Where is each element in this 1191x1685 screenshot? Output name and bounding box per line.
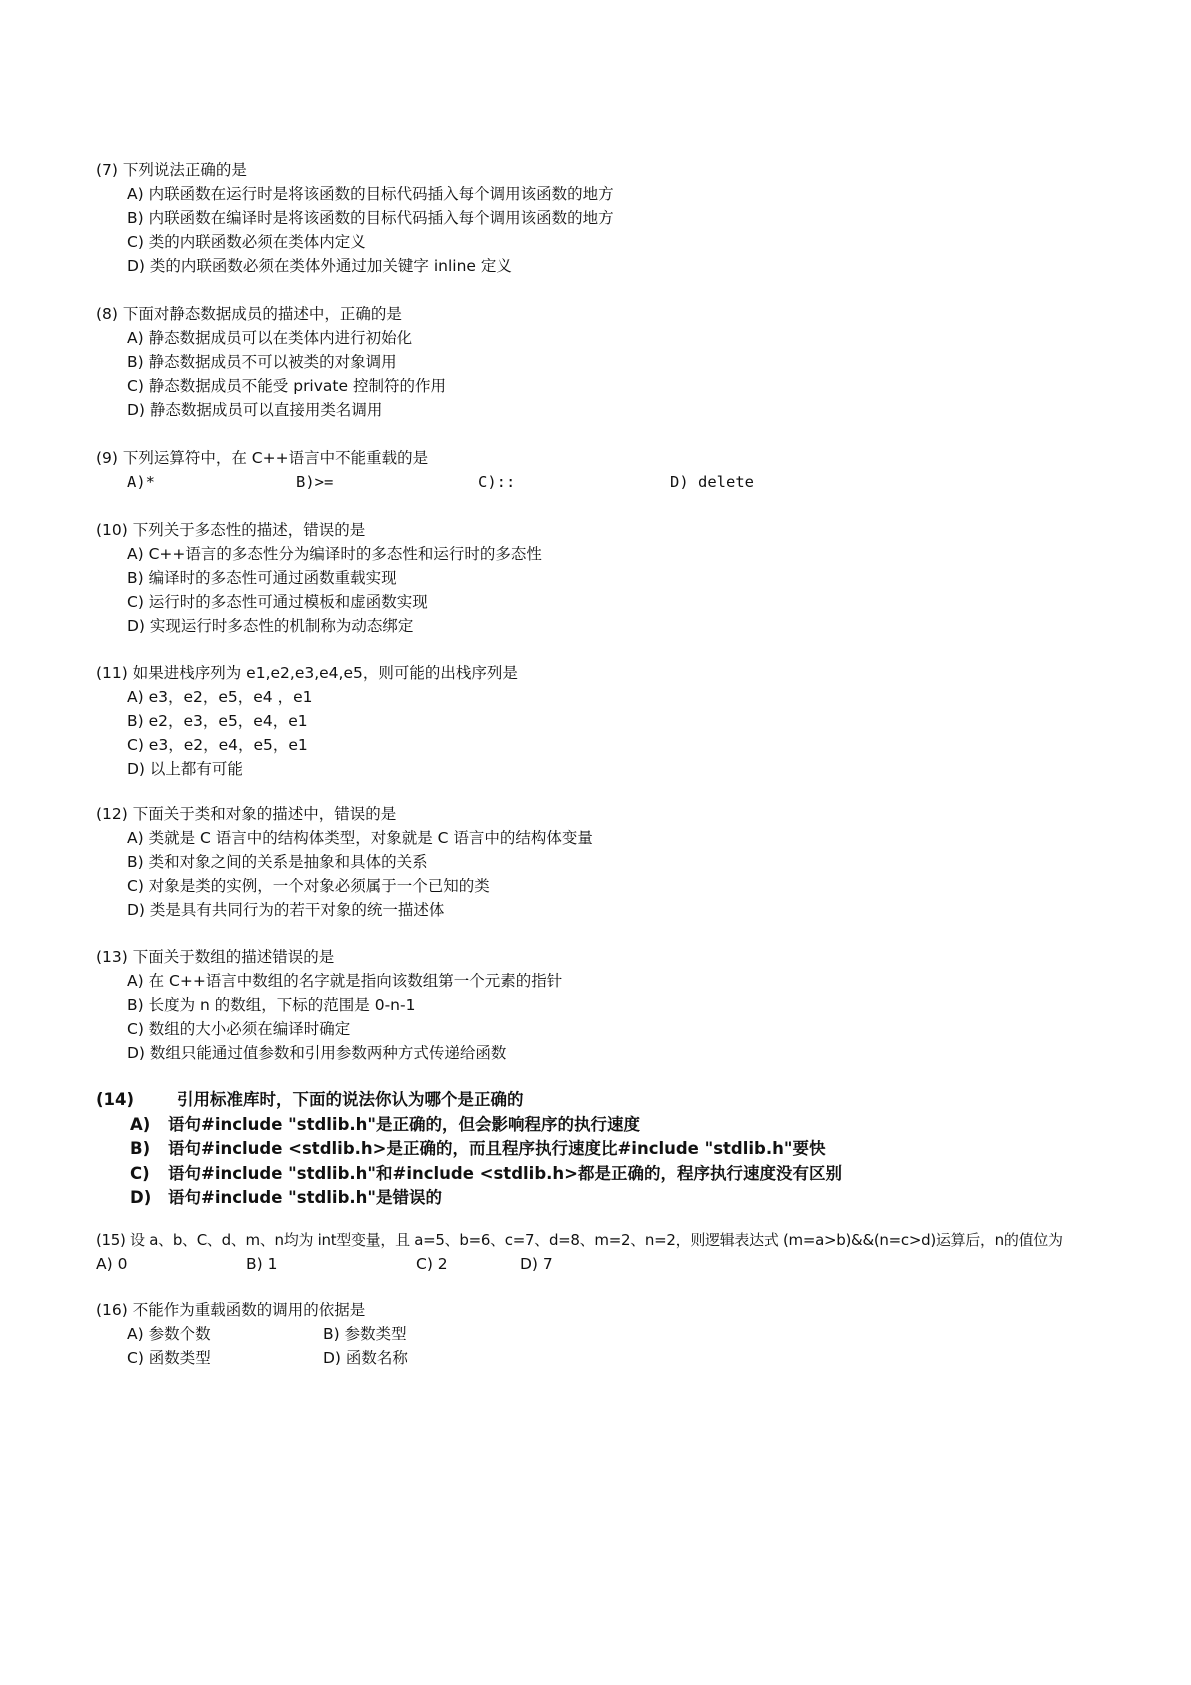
question-stem: (8) 下面对静态数据成员的描述中，正确的是 (96, 305, 402, 323)
question-16 (96, 1298, 1176, 1370)
question-text: 引用标准库时，下面的说法你认为哪个是正确的 (177, 1090, 524, 1109)
option-a: A) e3，e2，e5，e4 ，e1 (127, 688, 313, 706)
question-number: (14) (96, 1090, 135, 1109)
option-b: B) e2，e3，e5，e4，e1 (127, 712, 308, 730)
option-b: B) 参数类型 (323, 1325, 407, 1343)
option-c: C) 函数类型 (127, 1349, 211, 1367)
question-stem: (9) 下列运算符中，在 C++语言中不能重载的是 (96, 449, 429, 467)
option-b: B) 1 (246, 1255, 278, 1273)
option-d: D) 以上都有可能 (127, 760, 243, 778)
question-stem: (13) 下面关于数组的描述错误的是 (96, 948, 335, 966)
question-stem: (12) 下面关于类和对象的描述中，错误的是 (96, 805, 397, 823)
option-a: A) 在 C++语言中数组的名字就是指向该数组第一个元素的指针 (127, 972, 563, 990)
option-b: B) 长度为 n 的数组，下标的范围是 0-n-1 (127, 996, 416, 1014)
option-label: C) (130, 1163, 150, 1183)
question-stem: (11) 如果进栈序列为 e1,e2,e3,e4,e5，则可能的出栈序列是 (96, 664, 518, 682)
option-d: D) 类的内联函数必须在类体外通过加关键字 inline 定义 (127, 257, 512, 275)
options-row (96, 1322, 1176, 1346)
option-c: C) 数组的大小必须在编译时确定 (127, 1020, 351, 1038)
option-b: B) 类和对象之间的关系是抽象和具体的关系 (127, 853, 428, 871)
question-13 (96, 945, 1176, 1065)
option-d (96, 1186, 1176, 1211)
option-c: C) e3，e2，e4，e5，e1 (127, 736, 308, 754)
question-8 (96, 302, 1176, 422)
option-d: D) 实现运行时多态性的机制称为动态绑定 (127, 617, 414, 635)
question-11 (96, 661, 1176, 781)
option-c: C) 类的内联函数必须在类体内定义 (127, 233, 366, 251)
option-a: A) C++语言的多态性分为编译时的多态性和运行时的多态性 (127, 545, 542, 563)
question-10 (96, 518, 1176, 638)
question-stem: (16) 不能作为重载函数的调用的依据是 (96, 1301, 366, 1319)
option-a: A) 0 (96, 1255, 128, 1273)
option-c: C) 运行时的多态性可通过模板和虚函数实现 (127, 593, 428, 611)
option-c: C):: (478, 473, 516, 491)
question-stem: (7) 下列说法正确的是 (96, 161, 247, 179)
option-b (96, 1137, 1176, 1162)
options-row (96, 1346, 1176, 1370)
question-14 (96, 1088, 1176, 1211)
option-label: B) (130, 1139, 151, 1158)
option-c (96, 1162, 1176, 1187)
option-a: A)* (127, 473, 155, 491)
option-label: A) (130, 1114, 151, 1134)
option-a: A) 参数个数 (127, 1325, 211, 1343)
question-9 (96, 446, 1176, 494)
option-d: D) 静态数据成员可以直接用类名调用 (127, 401, 383, 419)
option-a: A) 静态数据成员可以在类体内进行初始化 (127, 329, 413, 347)
question-stem: (15) 设 a、b、C、d、m、n均为 int型变量，且 a=5、b=6、c=7、d=8、m=2、n=2，则逻辑表达式 (m=a>b)&&(n=c>d)运算后，n的值位为 (96, 1231, 1063, 1249)
question-7 (96, 158, 1176, 278)
option-d: D) 数组只能通过值参数和引用参数两种方式传递给函数 (127, 1044, 507, 1062)
option-label: D) (130, 1188, 152, 1207)
option-d: D) 7 (520, 1255, 553, 1273)
question-12 (96, 802, 1176, 922)
option-b: B) 静态数据成员不可以被类的对象调用 (127, 353, 397, 371)
inline-options (96, 1252, 1186, 1276)
option-b: B) 内联函数在编译时是将该函数的目标代码插入每个调用该函数的地方 (127, 209, 614, 227)
inline-options (96, 470, 1176, 494)
question-stem (96, 1088, 1176, 1113)
option-c: C) 2 (416, 1255, 448, 1273)
option-text: 语句#include "stdlib.h"和#include <stdlib.h>都是正确的，程序执行速度没有区别 (168, 1163, 842, 1183)
question-stem: (10) 下列关于多态性的描述，错误的是 (96, 521, 366, 539)
option-d: D) delete (670, 473, 754, 491)
option-d: D) 类是具有共同行为的若干对象的统一描述体 (127, 901, 445, 919)
option-b: B)>= (296, 473, 334, 491)
question-15 (96, 1228, 1186, 1276)
option-a: A) 类就是 C 语言中的结构体类型，对象就是 C 语言中的结构体变量 (127, 829, 593, 847)
option-text: 语句#include <stdlib.h>是正确的，而且程序执行速度比#include "stdlib.h"要快 (168, 1139, 826, 1158)
option-a: A) 内联函数在运行时是将该函数的目标代码插入每个调用该函数的地方 (127, 185, 614, 203)
option-text: 语句#include "stdlib.h"是错误的 (168, 1188, 443, 1207)
option-b: B) 编译时的多态性可通过函数重载实现 (127, 569, 397, 587)
option-d: D) 函数名称 (323, 1349, 408, 1367)
option-a (96, 1113, 1176, 1138)
option-c: C) 静态数据成员不能受 private 控制符的作用 (127, 377, 446, 395)
option-text: 语句#include "stdlib.h"是正确的，但会影响程序的执行速度 (168, 1114, 641, 1134)
option-c: C) 对象是类的实例，一个对象必须属于一个已知的类 (127, 877, 490, 895)
